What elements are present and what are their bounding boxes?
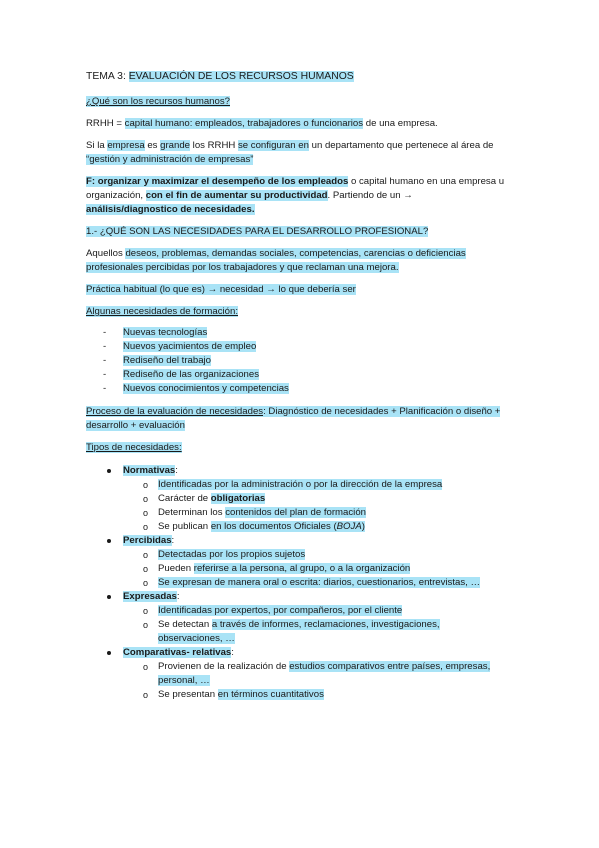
- question-heading: [86, 95, 526, 109]
- highlight-run: referirse a la persona, al grupo, o a la organización: [193, 563, 411, 574]
- type-percibidas: [86, 534, 526, 548]
- text-run: :: [175, 465, 178, 476]
- highlight-run: F: organizar y maximizar el desempeño de los empleados: [86, 176, 349, 187]
- highlight-run: análisis/diagnostico de necesidades.: [86, 204, 255, 215]
- title-main: EVALUACIÓN DE LOS RECURSOS HUMANOS: [128, 71, 354, 82]
- highlight-run: “gestión y administración de empresas”: [86, 154, 254, 165]
- sub-item: [86, 660, 526, 688]
- highlight-run: : Diagnóstico de necesidades + Planificación o diseño +: [263, 406, 501, 417]
- circle-bullet-icon: o: [143, 662, 149, 672]
- text-run: Determinan los: [158, 507, 226, 518]
- circle-bullet-icon: o: [143, 550, 149, 560]
- text-run: :: [171, 535, 175, 546]
- highlight-run: a través de informes, reclamaciones, investigaciones,: [211, 619, 440, 630]
- text-run: RRHH =: [86, 118, 125, 129]
- text-run: Aquellos: [86, 248, 126, 259]
- type-label: Normativas: [123, 465, 176, 476]
- highlight-run: observaciones, …: [158, 633, 235, 644]
- paragraph-necesidades: [86, 247, 526, 275]
- paragraph-rrhh: [86, 117, 526, 131]
- circle-bullet-icon: o: [143, 578, 149, 588]
- circle-bullet-icon: o: [143, 494, 149, 504]
- list-item-text: Rediseño de las organizaciones: [123, 369, 259, 380]
- paragraph-empresa: [86, 139, 526, 167]
- text-run: :: [176, 591, 180, 602]
- text-run: Se detectan: [158, 619, 212, 630]
- circle-bullet-icon: o: [143, 480, 149, 490]
- list-item-text: Nuevos yacimientos de empleo: [123, 341, 257, 352]
- text-run: Se publican: [158, 521, 211, 532]
- type-comparativas: [86, 646, 526, 660]
- list-item-text: Nuevos conocimientos y competencias: [123, 383, 289, 394]
- sub-item: [86, 604, 526, 618]
- bullet-icon: [107, 469, 111, 473]
- highlight-run: Detectadas por los propios sujetos: [158, 549, 306, 560]
- text-run: o capital humano en una empresa u: [348, 176, 505, 187]
- highlight-run: se configuran en: [238, 140, 309, 151]
- highlight-run: en los documentos Oficiales (: [210, 521, 337, 532]
- sub-item: [86, 562, 526, 576]
- highlight-run: profesionales percibidas por los trabajadores y que reclaman una mejora.: [86, 262, 399, 273]
- type-label: Comparativas- relativas: [123, 647, 232, 658]
- section-heading: [86, 225, 526, 239]
- sub-item: [86, 492, 526, 506]
- highlight-run: obligatorias: [210, 493, 266, 504]
- highlight-run: con el fin de aumentar su productividad: [145, 190, 328, 201]
- highlight-run: deseos, problemas, demandas sociales, competencias, carencias o deficiencias: [125, 248, 466, 259]
- sub-item: [86, 520, 526, 534]
- list-item: [86, 368, 526, 382]
- text-run: organización,: [86, 190, 146, 201]
- sub-item: [86, 576, 526, 590]
- highlight-run: estudios comparativos entre países, empresas,: [289, 661, 491, 672]
- highlight-run: personal, …: [158, 675, 210, 686]
- list-item: [86, 340, 526, 354]
- text-run: los RRHH: [190, 140, 238, 151]
- highlight-run: capital humano: empleados, trabajadores o funcionarios: [124, 118, 364, 129]
- highlight-run: Identificadas por la administración o por la dirección de la empresa: [158, 479, 443, 490]
- text-run: Carácter de: [158, 493, 211, 504]
- list-item: [86, 326, 526, 340]
- highlight-run: Identificadas por expertos, por compañeros, por el cliente: [158, 605, 403, 616]
- paragraph-funcion: [86, 175, 526, 217]
- question-text: ¿Qué son los recursos humanos?: [86, 96, 230, 107]
- circle-bullet-icon: o: [143, 620, 149, 630]
- title-prefix: TEMA 3:: [86, 71, 129, 82]
- needs-heading: [86, 305, 526, 319]
- list-item: [86, 354, 526, 368]
- needs-list: [86, 326, 526, 396]
- list-item-text: Rediseño del trabajo: [123, 355, 212, 366]
- doc-title: [86, 70, 526, 84]
- circle-bullet-icon: o: [143, 522, 149, 532]
- sub-item: [86, 478, 526, 492]
- sub-item: [86, 688, 526, 702]
- circle-bullet-icon: o: [143, 564, 149, 574]
- highlight-run: Se expresan de manera oral o escrita: diarios, cuestionarios, entrevistas, …: [158, 577, 481, 588]
- text-run: . Partiendo de un →: [327, 190, 413, 201]
- sub-item: [86, 618, 526, 646]
- text-run: Si la: [86, 140, 108, 151]
- type-label: Expresadas: [123, 591, 177, 602]
- paragraph-proceso: [86, 405, 526, 433]
- list-item: [86, 382, 526, 396]
- bullet-icon: [107, 595, 111, 599]
- bullet-icon: [107, 651, 111, 655]
- highlight-run: contenidos del plan de formación: [225, 507, 366, 518]
- type-normativas: [86, 464, 526, 478]
- type-expresadas: [86, 590, 526, 604]
- text-run: un departamento que pertenece al área de: [308, 140, 494, 151]
- text-run: Se presentan: [158, 689, 218, 700]
- needs-heading-text: Algunas necesidades de formación:: [86, 306, 238, 317]
- highlight-run: empresa: [107, 140, 145, 151]
- text-run: :: [231, 647, 234, 658]
- document-page: [86, 70, 526, 702]
- bullet-icon: [107, 539, 111, 543]
- highlight-run: ): [361, 521, 365, 532]
- circle-bullet-icon: o: [143, 606, 149, 616]
- highlight-run: grande: [160, 140, 191, 151]
- text-run: Provienen de la realización de: [158, 661, 290, 672]
- highlight-run: Proceso de la evaluación de necesidades: [86, 406, 264, 417]
- type-label: Percibidas: [123, 535, 172, 546]
- paragraph-practica: [86, 283, 526, 297]
- text-run: es: [144, 140, 161, 151]
- types-heading: [86, 441, 526, 455]
- highlight-run: en términos cuantitativos: [217, 689, 324, 700]
- highlight-run: BOJA: [336, 521, 362, 532]
- text-run: de una empresa.: [363, 118, 438, 129]
- types-heading-text: Tipos de necesidades:: [86, 442, 182, 453]
- sub-item: [86, 506, 526, 520]
- circle-bullet-icon: o: [143, 508, 149, 518]
- list-item-text: Nuevas tecnologías: [123, 327, 208, 338]
- section-heading-text: 1.- ¿QUÉ SON LAS NECESIDADES PARA EL DESARROLLO PROFESIONAL?: [86, 226, 429, 237]
- text-run: Pueden: [158, 563, 194, 574]
- circle-bullet-icon: o: [143, 690, 149, 700]
- highlight-run: Práctica habitual (lo que es) → necesidad → lo que debería ser: [86, 284, 356, 295]
- highlight-run: desarrollo + evaluación: [86, 420, 185, 431]
- sub-item: [86, 548, 526, 562]
